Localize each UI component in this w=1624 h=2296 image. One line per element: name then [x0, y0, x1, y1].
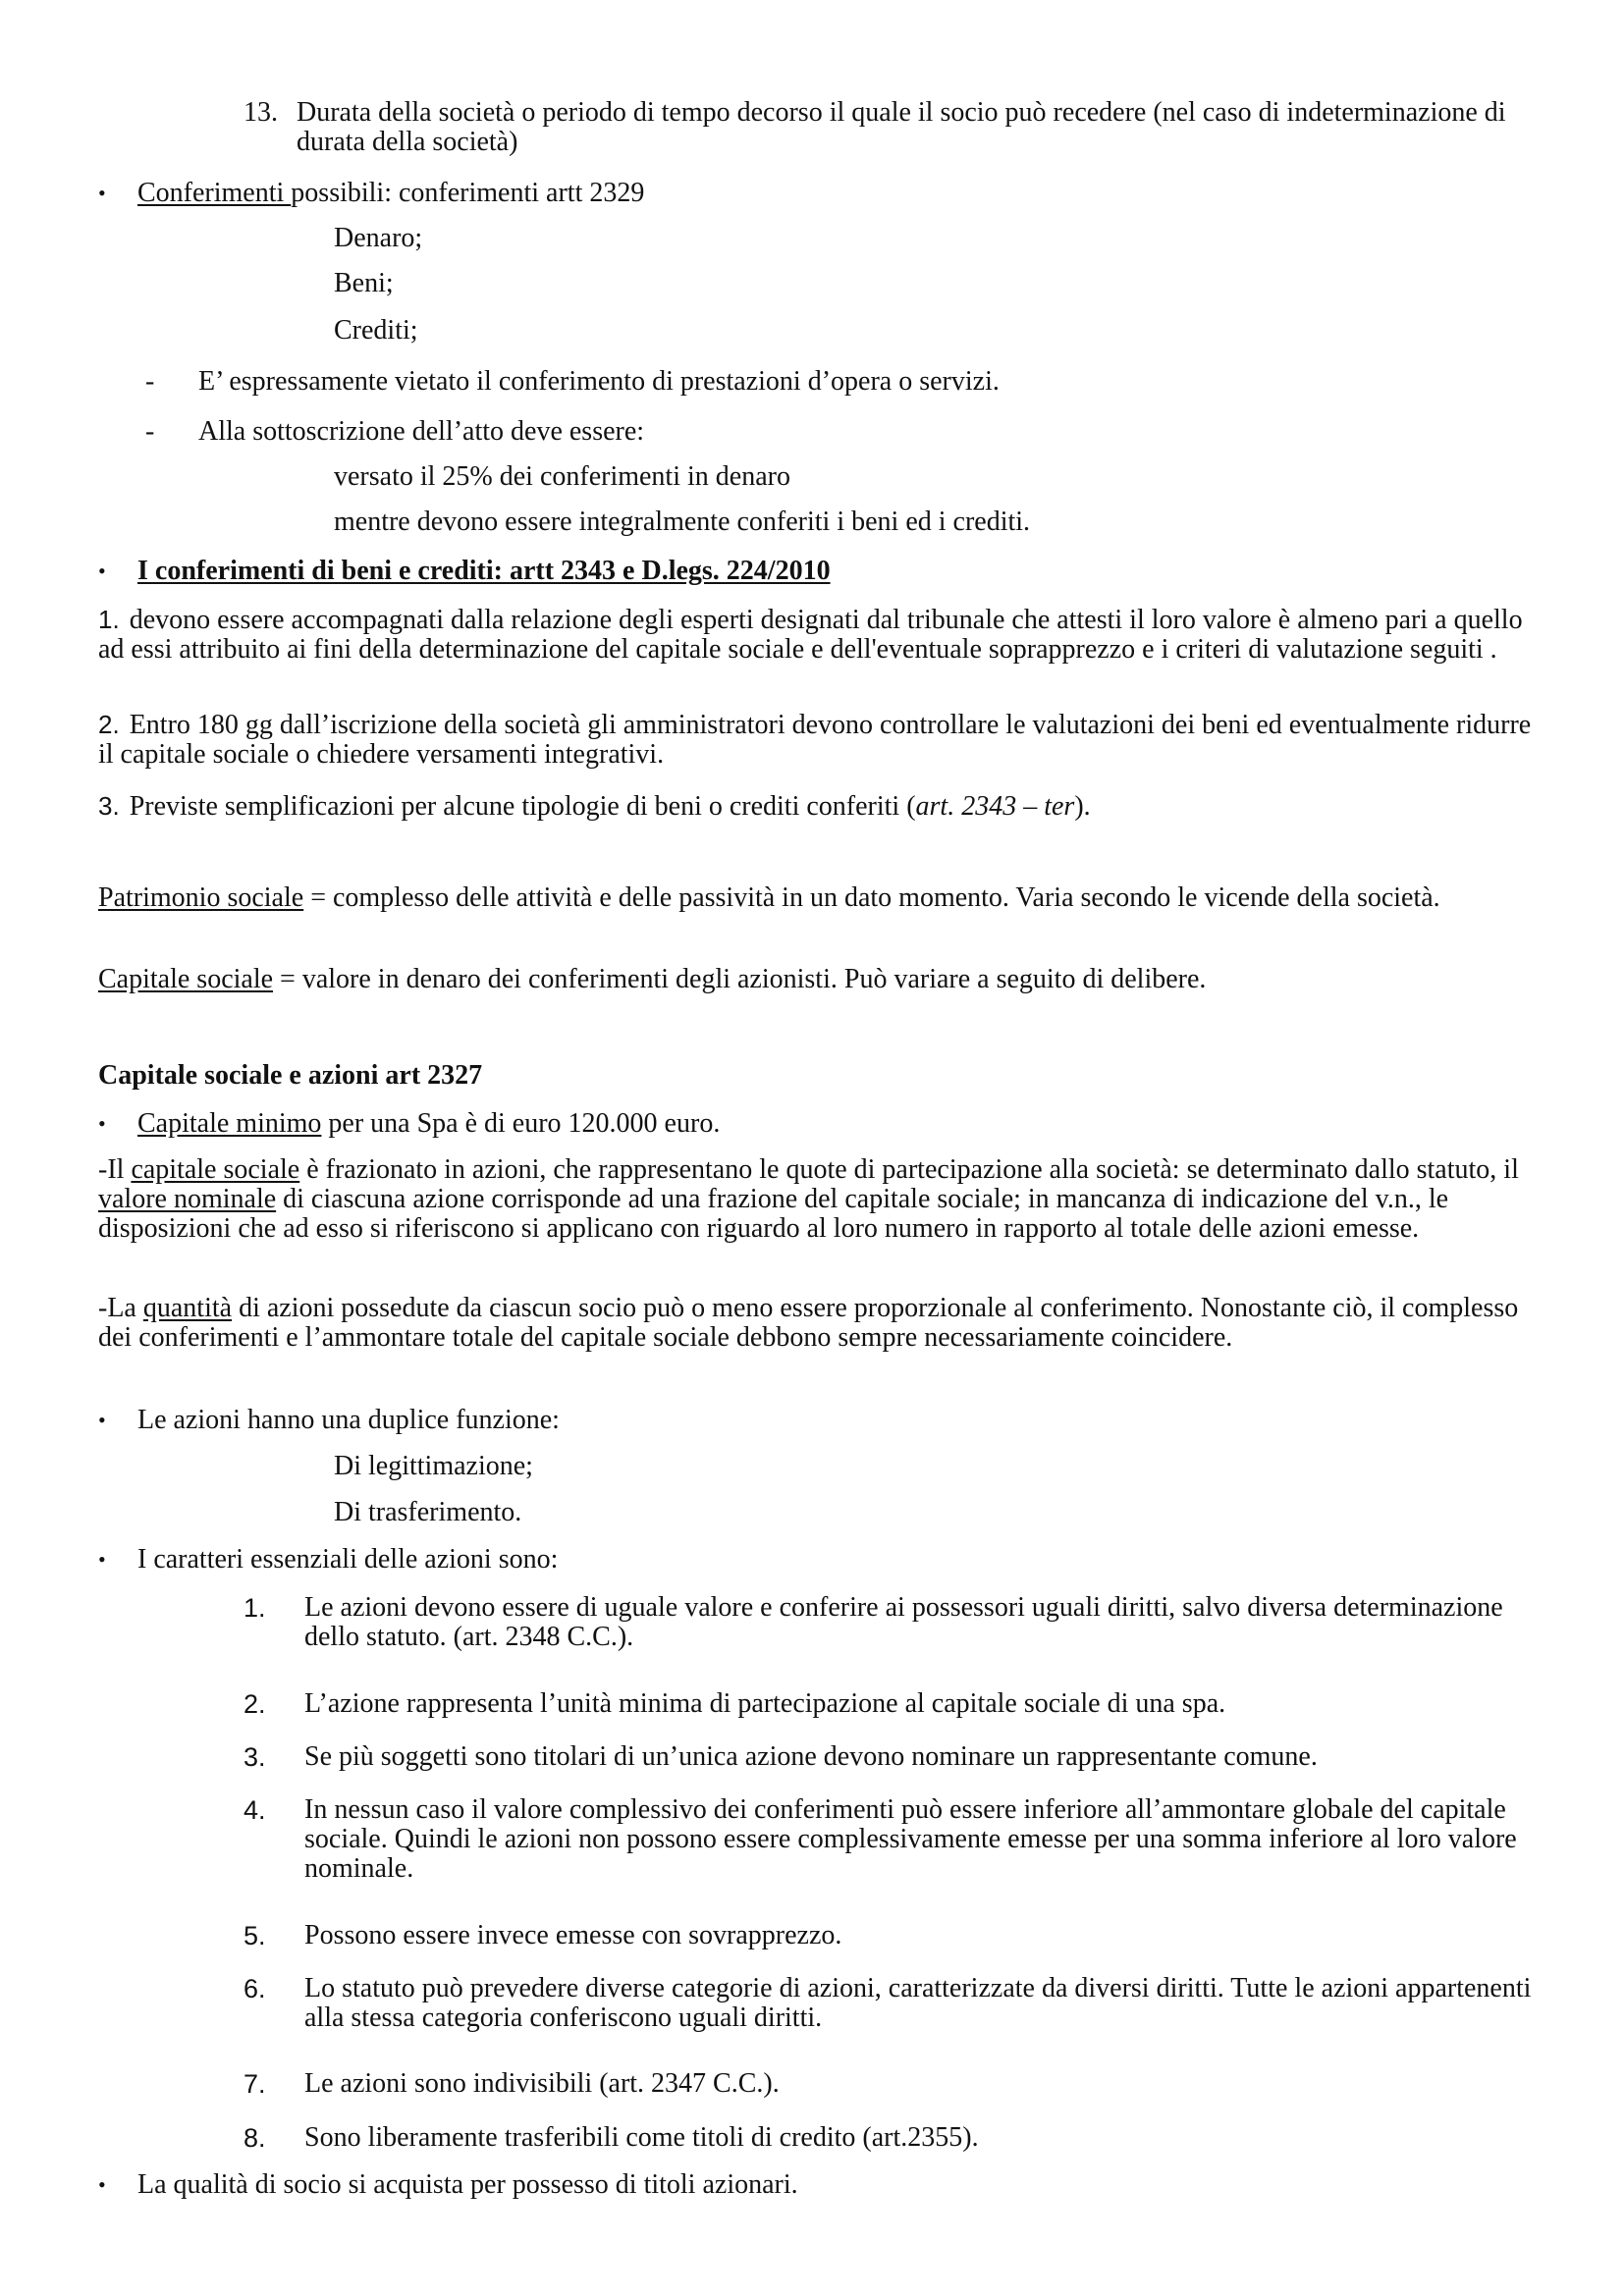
paragraph-text: -La: [98, 1293, 143, 1323]
list-text: Sono liberamente trasferibili come titoli di credito (art.2355).: [304, 2122, 979, 2153]
section-heading: I conferimenti di beni e crediti: artt 2343 e D.legs. 224/2010: [137, 556, 831, 586]
paragraph-text: devono essere accompagnati dalla relazione degli esperti designati dal tribunale che attesti il loro valore è almeno pari a quello ad essi attribuito ai fini della determinazione del capitale sociale e dell'eventuale soprapprezzo e i criteri di valutazione seguiti .: [98, 605, 1523, 665]
list-text: L’azione rappresenta l’unità minima di partecipazione al capitale sociale di una spa.: [304, 1688, 1226, 1719]
article-reference: art. 2343 – ter: [915, 791, 1075, 822]
underlined-term: valore nominale: [98, 1184, 277, 1214]
paragraph-quantita: [98, 1294, 1532, 1353]
list-item: [244, 2068, 1540, 2100]
list-number: 3.: [244, 1742, 266, 1772]
list-text: Le azioni devono essere di uguale valore e conferire ai possessori uguali diritti, salvo diversa determinazione dello statuto. (art. 2348 C.C.).: [304, 1592, 1503, 1652]
paragraph-text: -Il: [98, 1154, 132, 1185]
list-item: [244, 1974, 1540, 2033]
definition-patrimonio: [98, 883, 1532, 913]
sub-item: versato il 25% dei conferimenti in denaro: [334, 461, 790, 492]
bullet-text: per una Spa è di euro 120.000 euro.: [321, 1108, 721, 1139]
conferimento-type: Denaro;: [334, 223, 423, 253]
list-item: [244, 1688, 1540, 1720]
list-number: 6.: [244, 1974, 266, 2003]
definition-capitale: [98, 964, 1532, 995]
list-item: [244, 1920, 1540, 1951]
list-number: 5.: [244, 1921, 266, 1950]
conferimento-type: Crediti;: [334, 315, 418, 346]
paragraph-frazionamento: [98, 1155, 1532, 1244]
underlined-term: quantità: [142, 1293, 233, 1323]
definition-text: = complesso delle attività e delle passività in un dato momento. Varia secondo le vicende della società.: [303, 882, 1440, 913]
list-item: [244, 1741, 1540, 1773]
list-number: 2.: [244, 1689, 266, 1719]
definition-text: = valore in denaro dei conferimenti degli azionisti. Può variare a seguito di delibere.: [273, 964, 1207, 994]
conferimenti-text: possibili: conferimenti artt 2329: [291, 178, 645, 208]
underlined-term: capitale sociale: [131, 1154, 300, 1185]
bullet-capitale-minimo: [98, 1108, 1532, 1140]
paragraph-text: Previste semplificazioni per alcune tipologie di beni o crediti conferiti (: [129, 791, 916, 822]
bullet-caratteri: • I caratteri essenziali delle azioni sono:: [98, 1544, 1532, 1575]
bullet-qualita-socio: • La qualità di socio si acquista per possesso di titoli azionari.: [98, 2169, 1532, 2201]
paragraph-text: di azioni possedute da ciascun socio può o meno essere proporzionale al conferimento. Nonostante ciò, il complesso dei conferimenti e l’ammontare totale del capitale sociale debbono sempre necessariamente coincidere.: [98, 1293, 1519, 1353]
list-item: [244, 2122, 1540, 2154]
list-number: 13.: [244, 97, 278, 128]
dash-item: - E’ espressamente vietato il conferimento di prestazioni d’opera o servizi.: [145, 366, 1520, 398]
list-item: [244, 1795, 1540, 1884]
numbered-paragraph: [98, 790, 1532, 823]
paragraph-text: ).: [1074, 791, 1091, 822]
paragraph-text: è frazionato in azioni, che rappresentano le quote di partecipazione alla società: se determinato dallo statuto, il: [299, 1154, 1519, 1185]
list-text: In nessun caso il valore complessivo dei conferimenti può essere inferiore all’ammontare globale del capitale sociale. Quindi le azioni non possono essere complessivamente emesse per una somma inferiore al loro valore nominale.: [304, 1794, 1517, 1884]
definition-term: Capitale minimo: [137, 1108, 322, 1139]
conferimento-type: Beni;: [334, 268, 394, 298]
list-text: Lo statuto può prevedere diverse categorie di azioni, caratterizzate da diversi diritti. Tutte le azioni appartenenti alla stessa categoria conferiscono uguali diritti.: [304, 1973, 1532, 2033]
numbered-paragraph: [98, 710, 1532, 770]
list-number: 8.: [244, 2123, 266, 2153]
paragraph-number: 2.: [98, 710, 120, 739]
dash-item: - Alla sottoscrizione dell’atto deve essere:: [145, 416, 1520, 448]
list-item-13: [244, 98, 1530, 157]
paragraph-text: di ciascuna azione corrisponde ad una frazione del capitale sociale; in mancanza di indicazione del v.n., le disposizioni che ad esso si riferiscono si applicano con riguardo al loro numero in rapporto al totale delle azioni emesse.: [98, 1184, 1449, 1244]
list-text: Durata della società o periodo di tempo decorso il quale il socio può recedere (nel caso di indeterminazione di durata della società): [297, 97, 1506, 157]
list-item: [244, 1593, 1540, 1652]
paragraph-text: Entro 180 gg dall’iscrizione della società gli amministratori devono controllare le valutazioni dei beni ed eventualmente ridurre il capitale sociale o chiedere versamenti integrativi.: [98, 710, 1532, 770]
numbered-paragraph: [98, 605, 1532, 665]
list-text: Possono essere invece emesse con sovrapprezzo.: [304, 1920, 842, 1950]
list-text: Le azioni sono indivisibili (art. 2347 C.C.).: [304, 2068, 780, 2099]
bullet-funzione: • Le azioni hanno una duplice funzione:: [98, 1405, 1532, 1436]
list-number: 4.: [244, 1795, 266, 1825]
conferimenti-label: Conferimenti: [137, 178, 292, 208]
paragraph-number: 1.: [98, 605, 120, 634]
list-text: Se più soggetti sono titolari di un’unica azione devono nominare un rappresentante comune.: [304, 1741, 1318, 1772]
definition-term: Capitale sociale: [98, 964, 274, 994]
definition-term: Patrimonio sociale: [98, 882, 304, 913]
funzione-item: Di trasferimento.: [334, 1497, 522, 1527]
list-number: 1.: [244, 1593, 266, 1623]
funzione-item: Di legittimazione;: [334, 1451, 533, 1481]
list-number: 7.: [244, 2069, 266, 2099]
bullet-conferimenti: [98, 178, 1532, 209]
section-heading: Capitale sociale e azioni art 2327: [98, 1060, 483, 1091]
bullet-heading-beni-crediti: [98, 556, 1532, 587]
paragraph-number: 3.: [98, 791, 120, 821]
sub-item: mentre devono essere integralmente conferiti i beni ed i crediti.: [334, 507, 1031, 537]
